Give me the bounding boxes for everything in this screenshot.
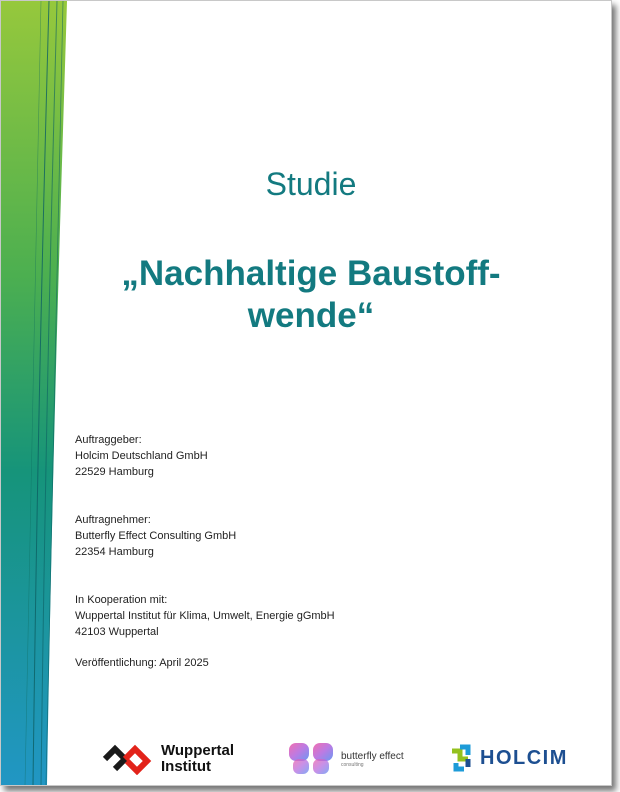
client-name: Holcim Deutschland GmbH — [75, 450, 208, 462]
wuppertal-logo — [99, 743, 234, 775]
wuppertal-line-1: Wuppertal — [161, 742, 235, 759]
title-line-1: „Nachhaltige Baustoff- — [121, 254, 501, 293]
holcim-mark-icon — [448, 743, 476, 773]
wuppertal-line-2: Institut — [161, 758, 211, 775]
holcim-logo — [448, 743, 568, 773]
client-label: Auftraggeber: — [75, 434, 142, 446]
cooperation-block — [75, 592, 335, 640]
wuppertal-wordmark — [161, 743, 234, 775]
decorative-band — [1, 1, 81, 785]
contractor-city: 22354 Hamburg — [75, 546, 154, 558]
holcim-wordmark: HOLCIM — [480, 746, 568, 769]
wuppertal-mark-icon — [99, 743, 155, 775]
contractor-name: Butterfly Effect Consulting GmbH — [75, 530, 237, 542]
document-kicker: Studie — [265, 166, 357, 202]
butterfly-name: butterfly effect — [341, 750, 404, 762]
butterfly-icon — [287, 741, 335, 777]
client-block — [75, 432, 208, 480]
client-city: 22529 Hamburg — [75, 466, 154, 478]
butterfly-wordmark — [341, 751, 404, 768]
cooperation-name: Wuppertal Institut für Klima, Umwelt, Energie gGmbH — [75, 610, 335, 622]
cooperation-label: In Kooperation mit: — [75, 594, 168, 606]
document-title — [1, 253, 612, 337]
contractor-label: Auftragnehmer: — [75, 514, 151, 526]
butterfly-effect-logo — [287, 741, 404, 777]
cooperation-city: 42103 Wuppertal — [75, 626, 159, 638]
publication-date: Veröffentlichung: April 2025 — [75, 657, 209, 669]
butterfly-sub: consulting — [341, 761, 364, 768]
logo-bar — [1, 739, 611, 785]
contractor-block — [75, 512, 236, 560]
title-line-2: wende“ — [247, 296, 375, 335]
